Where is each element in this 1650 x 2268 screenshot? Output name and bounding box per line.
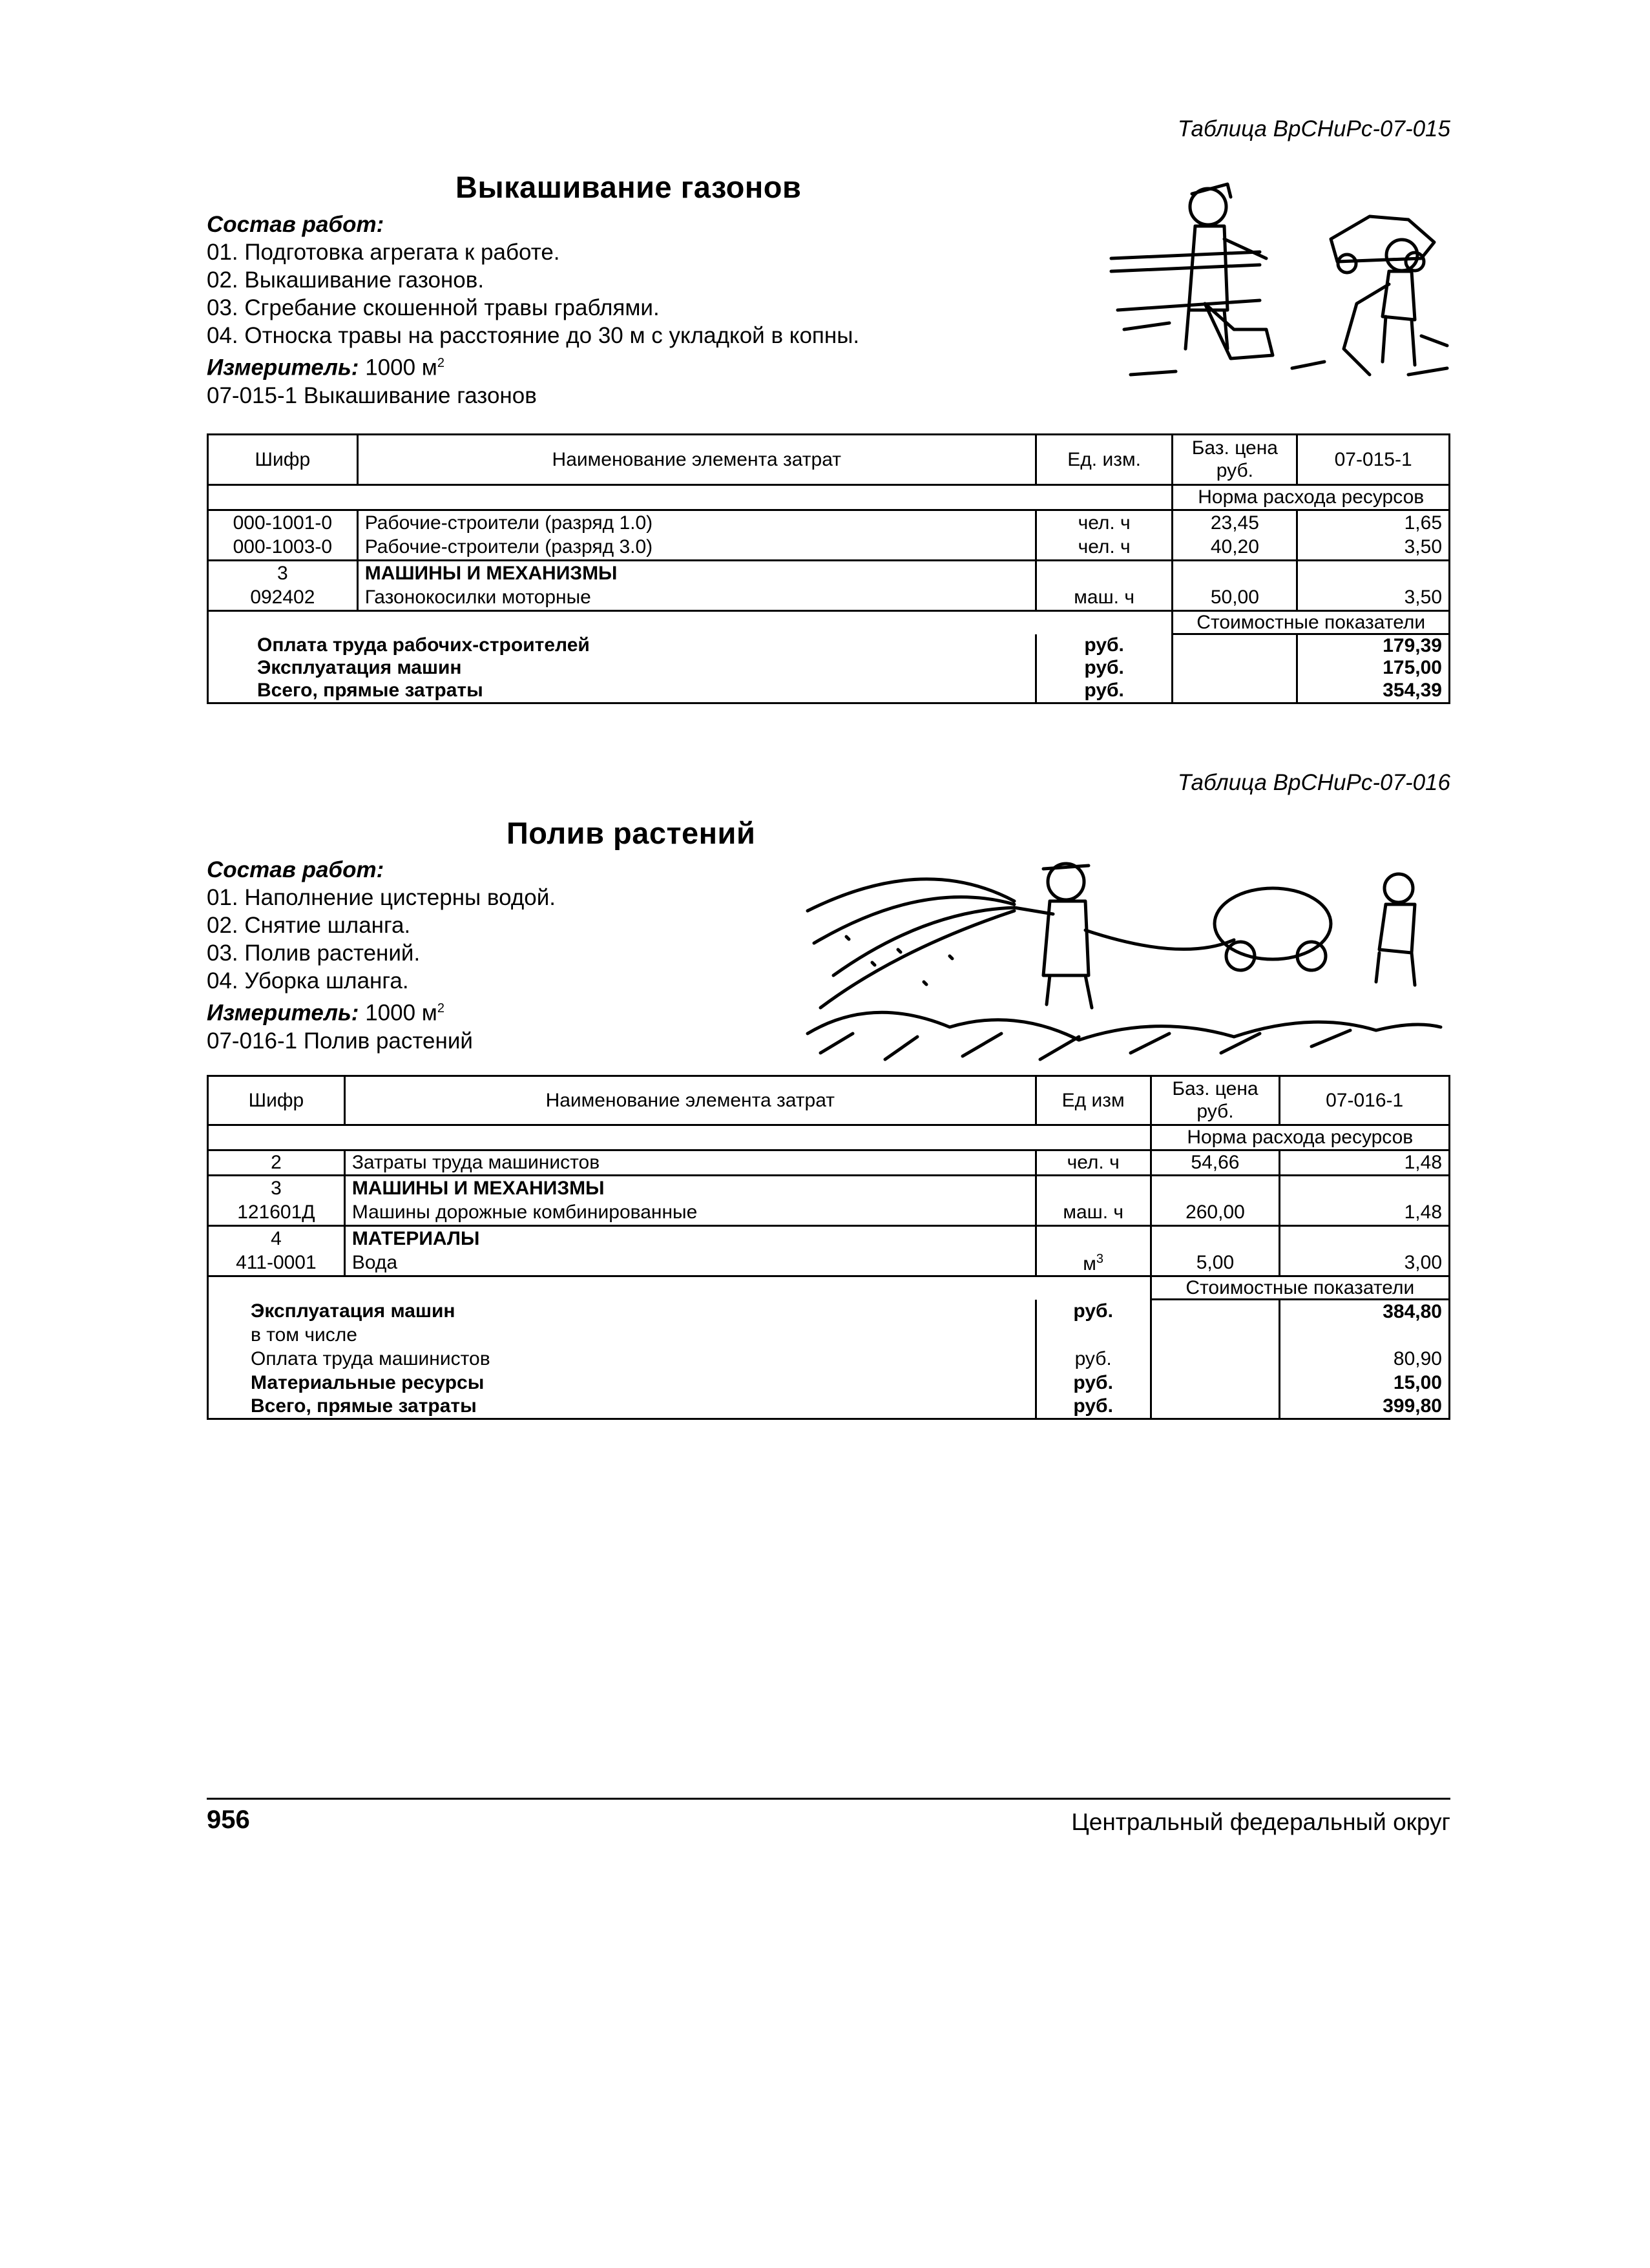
work-step: 04. Уборка шланга. <box>207 968 409 994</box>
work-step: 02. Снятие шланга. <box>207 913 411 938</box>
row-value <box>1280 1226 1450 1251</box>
total-value: 80,90 <box>1280 1347 1450 1371</box>
total-unit: руб. <box>1036 1395 1151 1419</box>
row-unit: чел. ч <box>1036 1150 1151 1176</box>
row-unit <box>1036 1251 1151 1276</box>
row-name: Газонокосилки моторные <box>357 586 1036 611</box>
row-price <box>1151 1226 1280 1251</box>
meter-line <box>207 995 556 1027</box>
row-price: 260,00 <box>1151 1201 1280 1226</box>
row-price: 50,00 <box>1173 586 1297 611</box>
header-price: Баз. цена руб. <box>1151 1076 1280 1125</box>
work-composition <box>207 856 556 1055</box>
row-code: 4 <box>208 1226 345 1251</box>
region-name: Центральный федеральный округ <box>1071 1809 1450 1835</box>
meter-label: Измеритель: <box>207 1000 359 1026</box>
row-value: 1,48 <box>1280 1201 1450 1226</box>
row-name: МАТЕРИАЛЫ <box>344 1226 1036 1251</box>
total-name: Всего, прямые затраты <box>208 1395 1036 1419</box>
work-step: 03. Сгребание скошенной травы граблями. <box>207 295 660 320</box>
cost-table <box>207 1075 1450 1420</box>
row-code: 000-1001-0 <box>208 510 358 536</box>
total-value: 384,80 <box>1280 1300 1450 1324</box>
norm-code-line: 07-016-1 Полив растений <box>207 1028 473 1054</box>
watering-illustration <box>795 840 1447 1072</box>
footer-rule <box>207 1798 1450 1800</box>
row-code: 000-1003-0 <box>208 536 358 561</box>
unit-text: м <box>1083 1253 1096 1274</box>
total-name: Эксплуатация машин <box>208 657 1036 680</box>
work-step: 03. Полив растений. <box>207 941 421 966</box>
header-norm-id: 07-015-1 <box>1297 435 1450 485</box>
header-price: Баз. цена руб. <box>1173 435 1297 485</box>
row-code: 121601Д <box>208 1201 345 1226</box>
total-name: Оплата труда рабочих-строителей <box>208 634 1036 657</box>
row-name: МАШИНЫ И МЕХАНИЗМЫ <box>344 1176 1036 1201</box>
total-value: 15,00 <box>1280 1371 1450 1395</box>
page-number: 956 <box>207 1805 250 1834</box>
row-name: Рабочие-строители (разряд 1.0) <box>357 510 1036 536</box>
header-code: Шифр <box>208 435 358 485</box>
meter-value: 1000 м <box>365 355 437 380</box>
row-name: Затраты труда машинистов <box>344 1150 1036 1176</box>
total-name: Материальные ресурсы <box>208 1371 1036 1395</box>
row-value: 1,48 <box>1280 1150 1450 1176</box>
row-code: 3 <box>208 561 358 586</box>
total-unit: руб. <box>1036 1347 1151 1371</box>
header-code: Шифр <box>208 1076 345 1125</box>
total-name: Оплата труда машинистов <box>208 1347 1036 1371</box>
work-composition <box>207 211 859 410</box>
row-unit: маш. ч <box>1036 1201 1151 1226</box>
row-code: 3 <box>208 1176 345 1201</box>
total-name: в том числе <box>208 1324 1036 1347</box>
total-name: Всего, прямые затраты <box>208 680 1036 703</box>
meter-value: 1000 м <box>365 1000 437 1026</box>
row-price: 40,20 <box>1173 536 1297 561</box>
row-value <box>1280 1176 1450 1201</box>
meter-label: Измеритель: <box>207 355 359 380</box>
row-price: 5,00 <box>1151 1251 1280 1276</box>
row-code: 2 <box>208 1150 345 1176</box>
work-step: 01. Наполнение цистерны водой. <box>207 885 556 910</box>
row-price: 23,45 <box>1173 510 1297 536</box>
work-step: 01. Подготовка агрегата к работе. <box>207 240 560 265</box>
row-name: МАШИНЫ И МЕХАНИЗМЫ <box>357 561 1036 586</box>
row-value: 3,50 <box>1297 586 1450 611</box>
total-name: Эксплуатация машин <box>208 1300 1036 1324</box>
row-value: 3,00 <box>1280 1251 1450 1276</box>
composition-label: Состав работ: <box>207 857 384 882</box>
total-value: 399,80 <box>1280 1395 1450 1419</box>
section-title: Полив растений <box>506 816 756 850</box>
total-unit: руб. <box>1036 1300 1151 1324</box>
row-value <box>1297 561 1450 586</box>
unit-sup: 3 <box>1096 1251 1104 1266</box>
table-caption: Таблица ВрСНиРс-07-016 <box>1177 770 1450 795</box>
row-unit <box>1036 1226 1151 1251</box>
row-price: 54,66 <box>1151 1150 1280 1176</box>
section-norm: Норма расхода ресурсов <box>1173 485 1450 510</box>
norm-code-line: 07-015-1 Выкашивание газонов <box>207 382 537 408</box>
header-name: Наименование элемента затрат <box>344 1076 1036 1125</box>
row-value: 3,50 <box>1297 536 1450 561</box>
row-name: Машины дорожные комбинированные <box>344 1201 1036 1226</box>
composition-label: Состав работ: <box>207 212 384 237</box>
header-unit: Ед. изм. <box>1036 435 1173 485</box>
row-code: 411-0001 <box>208 1251 345 1276</box>
total-value: 179,39 <box>1297 634 1450 657</box>
row-unit: маш. ч <box>1036 586 1173 611</box>
cost-table <box>207 433 1450 704</box>
lawn-mowing-illustration <box>1098 181 1454 388</box>
section-cost: Стоимостные показатели <box>1151 1276 1449 1300</box>
meter-sup: 2 <box>437 1001 444 1015</box>
header-name: Наименование элемента затрат <box>357 435 1036 485</box>
row-name: Рабочие-строители (разряд 3.0) <box>357 536 1036 561</box>
section-title: Выкашивание газонов <box>455 170 802 204</box>
row-name: Вода <box>344 1251 1036 1276</box>
row-code: 092402 <box>208 586 358 611</box>
total-unit: руб. <box>1036 680 1173 703</box>
header-unit: Ед изм <box>1036 1076 1151 1125</box>
section-cost: Стоимостные показатели <box>1173 611 1450 634</box>
total-unit: руб. <box>1036 1371 1151 1395</box>
work-step: 04. Относка травы на расстояние до 30 м с укладкой в копны. <box>207 323 860 348</box>
row-price <box>1173 561 1297 586</box>
row-unit: чел. ч <box>1036 536 1173 561</box>
meter-line <box>207 349 859 382</box>
meter-sup: 2 <box>437 356 444 370</box>
row-value: 1,65 <box>1297 510 1450 536</box>
row-price <box>1151 1176 1280 1201</box>
total-unit: руб. <box>1036 634 1173 657</box>
total-value: 354,39 <box>1297 680 1450 703</box>
total-unit <box>1036 1324 1151 1347</box>
total-value: 175,00 <box>1297 657 1450 680</box>
row-unit: чел. ч <box>1036 510 1173 536</box>
row-unit <box>1036 561 1173 586</box>
total-value <box>1280 1324 1450 1347</box>
total-unit: руб. <box>1036 657 1173 680</box>
work-step: 02. Выкашивание газонов. <box>207 267 485 293</box>
section-norm: Норма расхода ресурсов <box>1151 1125 1449 1150</box>
table-caption: Таблица ВрСНиРс-07-015 <box>1177 116 1450 141</box>
header-norm-id: 07-016-1 <box>1280 1076 1450 1125</box>
row-unit <box>1036 1176 1151 1201</box>
